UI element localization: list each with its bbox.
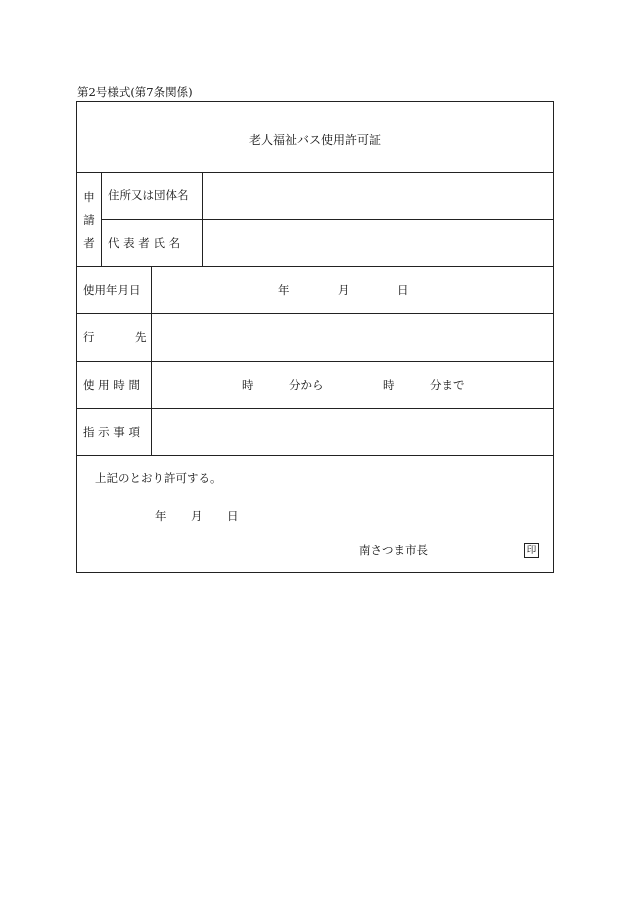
usage-time-hour1: 時 — [242, 378, 254, 392]
usage-time-from: 分から — [289, 378, 324, 392]
representative-field[interactable] — [203, 220, 553, 266]
representative-label: 代 表 者 氏 名 — [108, 236, 181, 250]
divider — [77, 361, 553, 362]
destination-field[interactable] — [152, 314, 553, 360]
applicant-label-char: 申 — [83, 190, 95, 204]
divider — [77, 266, 553, 267]
destination-label-left: 行 — [83, 330, 95, 344]
address-field[interactable] — [203, 173, 553, 219]
form-title: 老人福祉バス使用許可証 — [248, 133, 381, 147]
issuer-name: 南さつま市長 — [359, 543, 428, 557]
instructions-field[interactable] — [152, 409, 553, 455]
destination-label-right: 先 — [135, 330, 147, 344]
permission-statement: 上記のとおり許可する。 — [95, 471, 222, 485]
usage-date-year: 年 — [278, 283, 290, 297]
usage-date-day: 日 — [397, 283, 409, 297]
form-number: 第2号様式(第7条関係) — [77, 85, 193, 99]
permission-month: 月 — [191, 509, 203, 523]
usage-date-month: 月 — [338, 283, 350, 297]
seal-mark: 印 — [524, 543, 539, 558]
applicant-label-char: 請 — [83, 213, 95, 227]
divider — [77, 455, 553, 456]
usage-time-hour2: 時 — [383, 378, 395, 392]
usage-date-label: 使用年月日 — [83, 283, 141, 297]
permission-day: 日 — [227, 509, 239, 523]
address-label: 住所又は団体名 — [108, 188, 189, 202]
usage-time-until: 分まで — [430, 378, 465, 392]
instructions-label: 指 示 事 項 — [83, 425, 140, 439]
permit-form-table — [76, 101, 554, 573]
permission-year: 年 — [155, 509, 167, 523]
divider — [101, 172, 102, 266]
applicant-label-char: 者 — [83, 236, 95, 250]
usage-time-label: 使 用 時 間 — [83, 378, 140, 392]
